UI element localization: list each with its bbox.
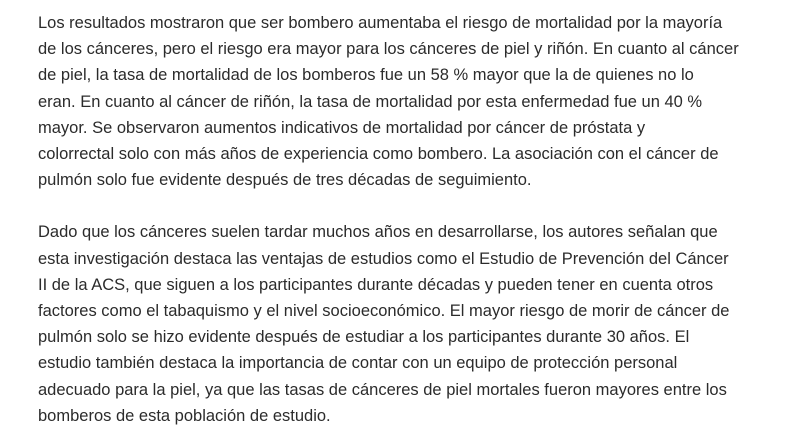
paragraph-line: de los cánceres, pero el riesgo era mayor para los cánceres de piel y riñón. En cuanto al cáncer xyxy=(38,40,739,59)
paragraph-line: factores como el tabaquismo y el nivel socioeconómico. El mayor riesgo de morir de cáncer de xyxy=(38,302,730,321)
paragraph-discussion xyxy=(38,219,750,429)
paragraph-line: Dado que los cánceres suelen tardar muchos años en desarrollarse, los autores señalan que xyxy=(38,223,718,242)
paragraph-line: colorrectal solo con más años de experiencia como bombero. La asociación con el cáncer de xyxy=(38,145,719,164)
paragraph-line: II de la ACS, que siguen a los participantes durante décadas y pueden tener en cuenta otros xyxy=(38,275,714,294)
paragraph-results xyxy=(38,10,750,193)
paragraph-line: Los resultados mostraron que ser bombero aumentaba el riesgo de mortalidad por la mayoría xyxy=(38,14,723,32)
paragraph-line: de piel, la tasa de mortalidad de los bomberos fue un 58 % mayor que la de quienes no lo xyxy=(38,66,694,85)
paragraph-line: bomberos de esta población de estudio. xyxy=(38,406,331,425)
paragraph-line: pulmón solo fue evidente después de tres décadas de seguimiento. xyxy=(38,171,532,190)
paragraph-line: mayor. Se observaron aumentos indicativos de mortalidad por cáncer de próstata y xyxy=(38,118,646,137)
paragraph-line: adecuado para la piel, ya que las tasas de cánceres de piel mortales fueron mayores entre los xyxy=(38,380,727,399)
article-body xyxy=(38,10,750,429)
paragraph-line: esta investigación destaca las ventajas de estudios como el Estudio de Prevención del Cáncer xyxy=(38,249,729,268)
paragraph-line: estudio también destaca la importancia de contar con un equipo de protección personal xyxy=(38,354,678,373)
paragraph-line: eran. En cuanto al cáncer de riñón, la tasa de mortalidad por esta enfermedad fue un 40 % xyxy=(38,92,703,111)
paragraph-line: pulmón solo se hizo evidente después de estudiar a los participantes durante 30 años. El xyxy=(38,328,690,347)
